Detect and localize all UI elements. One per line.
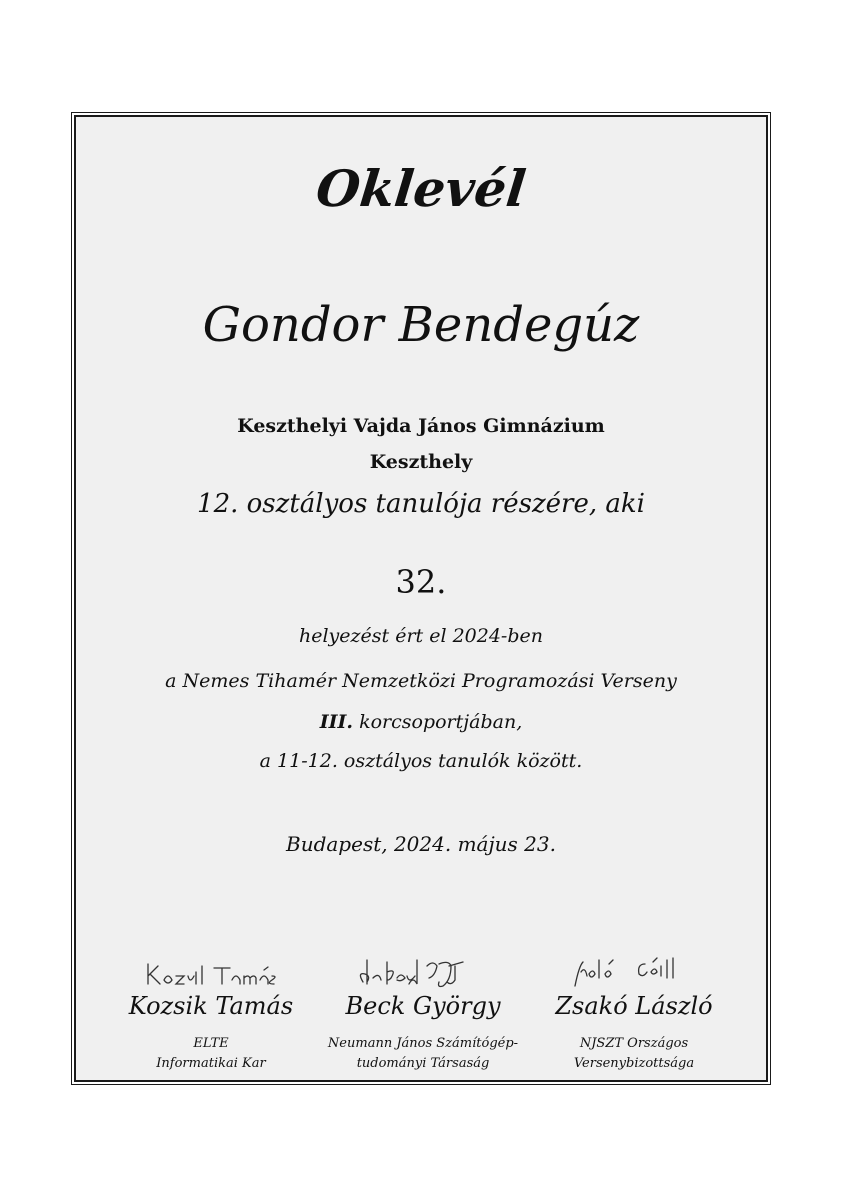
signatory-org-1b: Informatikai Kar	[156, 1056, 266, 1071]
handwritten-signature-3	[559, 952, 709, 990]
handwritten-signature-2	[343, 952, 503, 990]
signatory-org-2a: Neumann János Számítógép-	[327, 1036, 519, 1051]
signatory-name-2: Beck György	[345, 992, 501, 1020]
signature-block-1	[96, 952, 326, 1074]
signatory-org-1a: ELTE	[193, 1036, 229, 1051]
competition-name: a Nemes Tihamér Nemzetközi Programozási Verseny	[165, 670, 677, 692]
signatory-org-3b: Versenybizottsága	[573, 1056, 695, 1071]
age-group-number: III.	[319, 711, 354, 733]
handwritten-signature-1	[136, 952, 286, 990]
placement-number: 32.	[395, 563, 447, 601]
school-city: Keszthely	[369, 451, 473, 473]
diploma-title: Oklevél	[313, 159, 529, 218]
age-group-text: korcsoportjában,	[353, 711, 523, 733]
signature-block-3	[519, 952, 749, 1074]
recipient-name: Gondor Bendegúz	[202, 297, 640, 353]
place-and-date: Budapest, 2024. május 23.	[286, 832, 556, 856]
result-line-1: helyezést ért el 2024-ben	[299, 625, 543, 647]
signatory-name-1: Kozsik Tamás	[128, 992, 294, 1020]
signature-block-2	[308, 952, 538, 1074]
signatory-org-3a: NJSZT Országos	[579, 1036, 689, 1051]
diploma-frame	[74, 115, 768, 1082]
class-line: 12. osztályos tanulója részére, aki	[197, 489, 645, 519]
signatory-org-2b: tudományi Társaság	[356, 1056, 490, 1071]
school-name: Keszthelyi Vajda János Gimnázium	[237, 415, 605, 437]
signatory-name-3: Zsakó László	[555, 992, 713, 1020]
age-group-line	[76, 711, 766, 733]
class-range-line: a 11-12. osztályos tanulók között.	[259, 750, 583, 772]
